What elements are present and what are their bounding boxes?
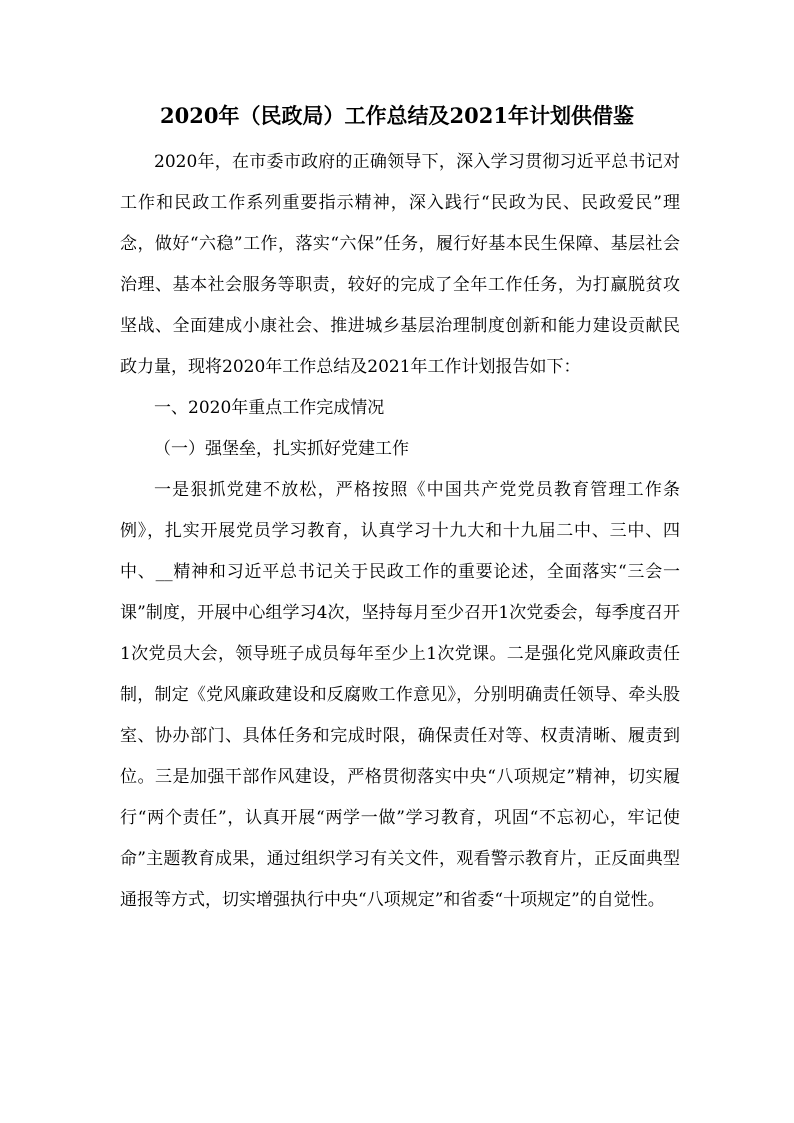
section-heading: 一、2020年重点工作完成情况	[154, 398, 385, 418]
subsection-heading: （一）强堡垒，扎实抓好党建工作	[154, 439, 409, 459]
document-title: 2020年（民政局）工作总结及2021年计划供借鉴	[160, 103, 634, 128]
intro-paragraph: 2020年，在市委市政府的正确领导下，深入学习贯彻习近平总书记对工作和民政工作系列重要指示精神，深入践行“民政为民、民政爱民”理念，做好“六稳”工作，落实“六保”任务，履行好基本民生保障、基层社会治理、基本社会服务等职责，较好的完成了全年工作任务，为打赢脱贫攻坚战、全面建成小康社会、推进城乡基层治理制度创新和能力建设贡献民政力量，现将2020年工作总结及2021年工作计划报告如下：	[120, 152, 680, 377]
subsection-paragraph: 一是狠抓党建不放松，严格按照《中国共产党党员教育管理工作条例》，扎实开展党员学习教育，认真学习十九大和十九届二中、三中、四中、__精神和习近平总书记关于民政工作的重要论述，全面落实“三会一课”制度，开展中心组学习4次，坚持每月至少召开1次党委会，每季度召开1次党员大会，领导班子成员每年至少上1次党课。二是强化党风廉政责任制，制定《党风廉政建设和反腐败工作意见》，分别明确责任领导、牵头股室、协办部门、具体任务和完成时限，确保责任对等、权责清晰、履责到位。三是加强干部作风建设，严格贯彻落实中央“八项规定”精神，切实履行“两个责任”，认真开展“两学一做”学习教育，巩固“不忘初心，牢记使命”主题教育成果，通过组织学习有关文件，观看警示教育片，正反面典型通报等方式，切实增强执行中央“八项规定”和省委“十项规定”的自觉性。	[120, 480, 680, 910]
document-body	[120, 142, 680, 921]
